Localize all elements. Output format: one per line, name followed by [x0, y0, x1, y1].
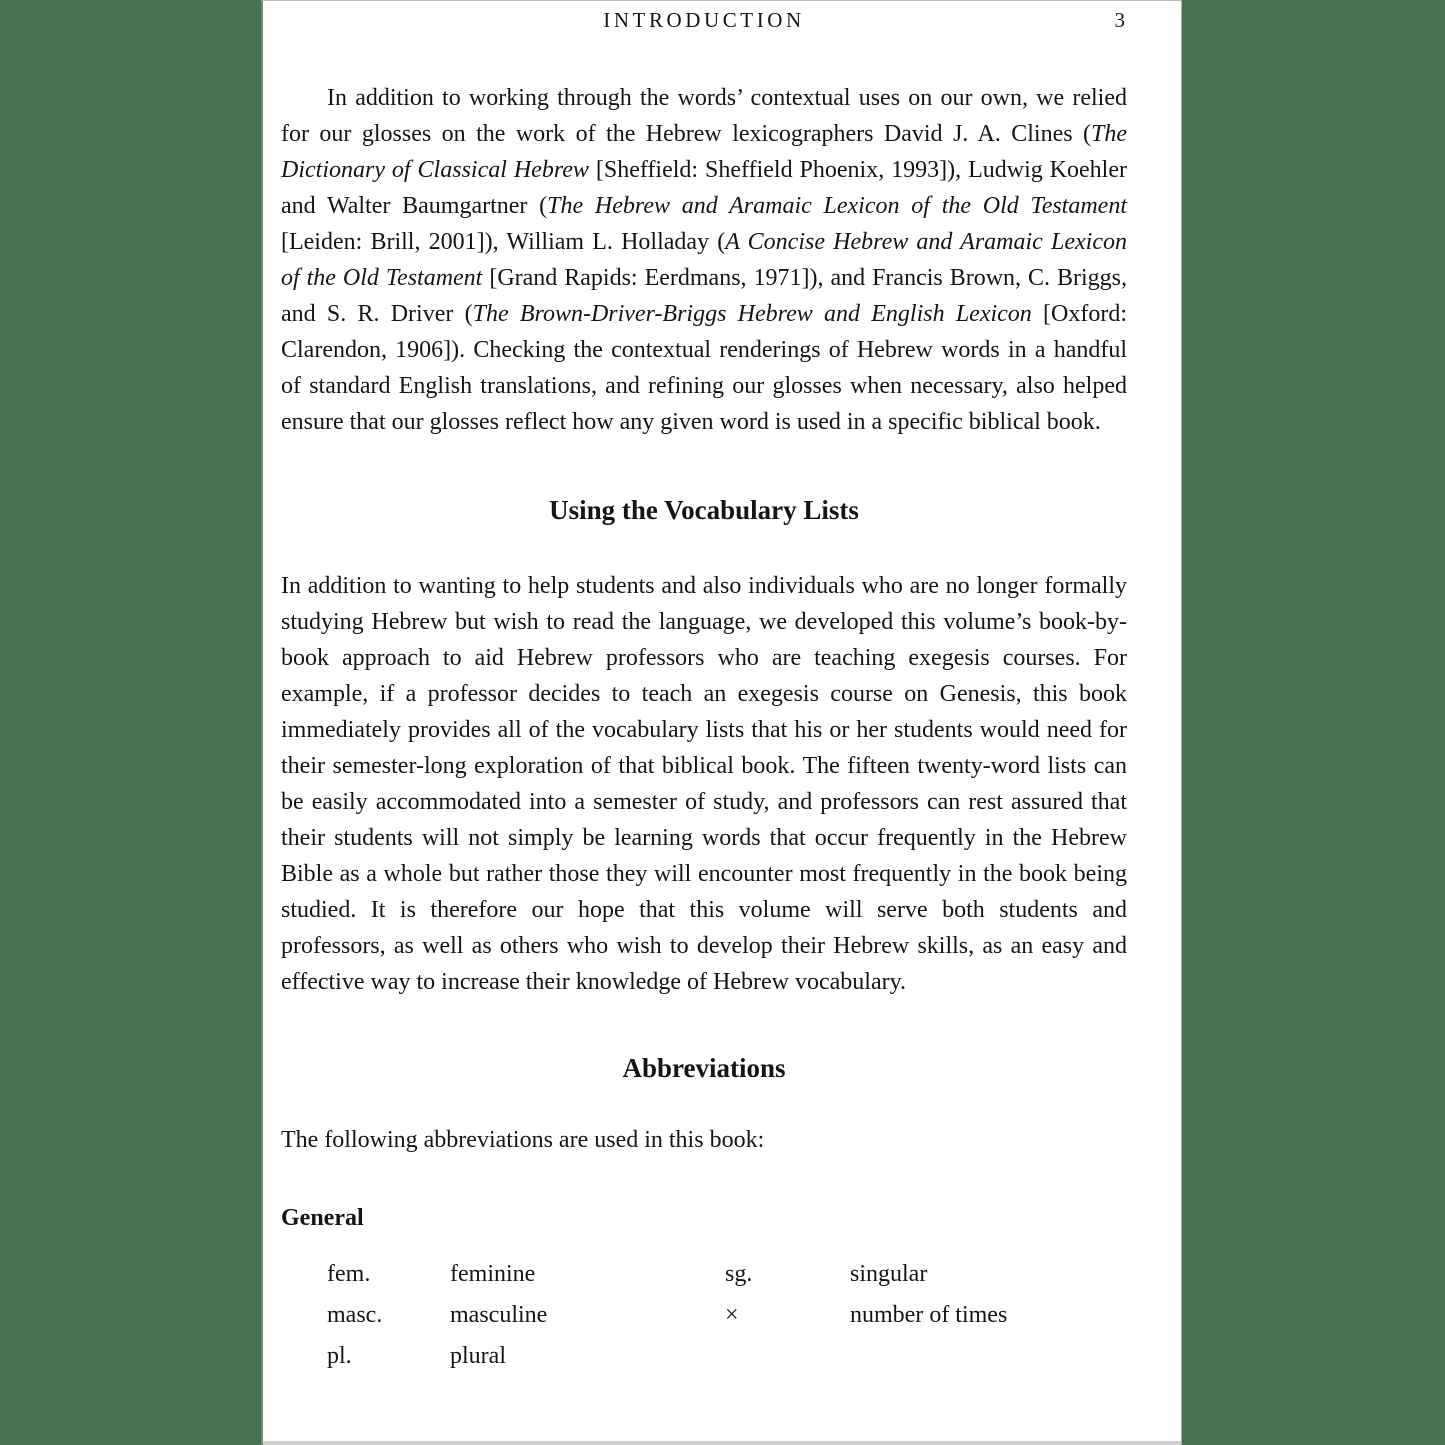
running-title: INTRODUCTION	[603, 8, 805, 32]
vocab-paragraph: In addition to wanting to help students and also individuals who are no longer formally studying Hebrew but wish to read the language, we developed this volume’s book-by-book approach to aid Hebrew professors who are teaching exegesis courses. For example, if a professor decides to teach an exegesis course on Genesis, this book immediately provides all of the vocabulary lists that his or her students would need for their semester-long exploration of that biblical book. The fifteen twenty-word lists can be easily accommodated into a semester of study, and professors can rest assured that their students will not simply be learning words that occur frequently in the Hebrew Bible as a whole but rather those they will encounter most frequently in the book being studied. It is therefore our hope that this volume will serve both students and professors, as well as others who wish to develop their Hebrew skills, as an easy and effective way to increase their knowledge of Hebrew vocabulary.	[281, 573, 1127, 995]
page-number: 3	[1114, 8, 1125, 32]
abbrev-row	[327, 1295, 1127, 1336]
abbrev-group-heading-general: General	[281, 1205, 364, 1231]
section-heading-vocabulary-lists: Using the Vocabulary Lists	[549, 495, 859, 525]
abbrev-meaning: plural	[450, 1343, 506, 1369]
abbrev-term: ×	[725, 1302, 739, 1328]
abbrev-term: pl.	[327, 1343, 352, 1369]
abbrev-meaning: feminine	[450, 1261, 536, 1287]
abbrev-meaning: singular	[850, 1261, 928, 1287]
running-head	[281, 1, 1127, 39]
abbrev-table	[327, 1254, 1127, 1377]
abbrev-term: masc.	[327, 1302, 383, 1328]
abbrev-meaning: masculine	[450, 1302, 548, 1328]
abbrev-meaning	[850, 1336, 1127, 1377]
section-heading-abbreviations: Abbreviations	[622, 1053, 786, 1083]
abbrev-meaning: number of times	[850, 1302, 1008, 1328]
book-page	[261, 0, 1182, 1445]
abbrev-term: fem.	[327, 1261, 371, 1287]
abbreviations-lead-in: The following abbreviations are used in this book:	[281, 1127, 765, 1153]
intro-paragraph: In addition to working through the words’ contextual uses on our own, we relied for our glosses on the work of the Hebrew lexicographers David J. A. Clines (The Dictionary of Classical Hebrew [Sheffield: Sheffield Phoenix, 1993]), Ludwig Koehler and Walter Baumgartner (The Hebrew and Aramaic Lexicon of the Old Testament [Leiden: Brill, 2001]), William L. Holladay (A Concise Hebrew and Aramaic Lexicon of the Old Testament [Grand Rapids: Eerdmans, 1971]), and Francis Brown, C. Briggs, and S. R. Driver (The Brown-Driver-Briggs Hebrew and English Lexicon [Oxford: Clarendon, 1906]). Checking the contextual renderings of Hebrew words in a handful of standard English translations, and refining our glosses when necessary, also helped ensure that our glosses reflect how any given word is used in a specific biblical book.	[281, 85, 1128, 435]
abbrev-term: sg.	[725, 1261, 753, 1287]
page-bottom-edge	[263, 1441, 1181, 1445]
abbrev-term	[725, 1336, 850, 1377]
abbrev-row	[327, 1254, 1127, 1295]
abbrev-row	[327, 1336, 1127, 1377]
